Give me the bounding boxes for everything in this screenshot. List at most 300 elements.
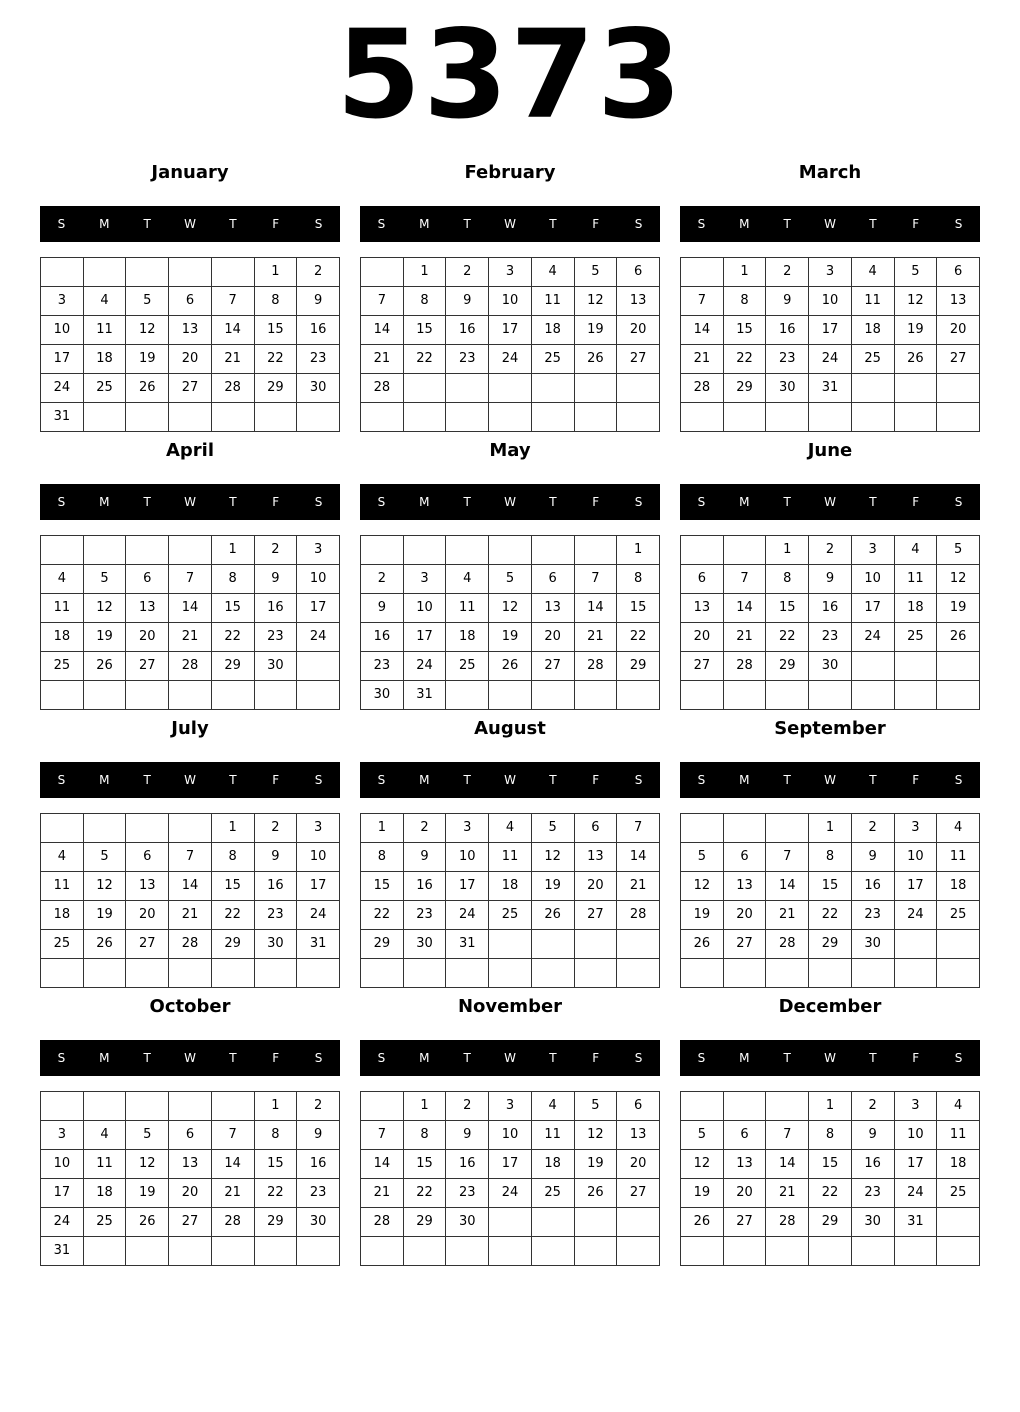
day-cell: 9 (254, 843, 297, 872)
day-cell: 14 (211, 316, 254, 345)
weekday-label: T (549, 217, 557, 231)
day-cell: 1 (211, 536, 254, 565)
weekday-label: W (184, 773, 196, 787)
weekday-label: T (869, 1051, 877, 1065)
day-cell: 1 (254, 258, 297, 287)
weekday-label: W (504, 495, 516, 509)
day-cell: 1 (403, 1092, 446, 1121)
day-grid (40, 1091, 340, 1266)
day-cell: 7 (361, 1121, 404, 1150)
weekday-header (360, 206, 660, 242)
day-cell (169, 959, 212, 988)
day-cell (894, 930, 937, 959)
day-cell: 5 (681, 1121, 724, 1150)
day-cell (723, 814, 766, 843)
day-cell (681, 403, 724, 432)
weekday-label: F (592, 773, 600, 787)
week-row (681, 1179, 980, 1208)
day-cell: 4 (446, 565, 489, 594)
day-cell: 9 (851, 843, 894, 872)
day-cell: 3 (851, 536, 894, 565)
day-cell: 23 (851, 1179, 894, 1208)
week-row (681, 1121, 980, 1150)
week-row (41, 959, 340, 988)
day-cell: 21 (681, 345, 724, 374)
weekday-label: T (463, 773, 471, 787)
day-cell: 11 (937, 1121, 980, 1150)
day-cell: 1 (254, 1092, 297, 1121)
day-cell: 21 (211, 345, 254, 374)
day-cell: 15 (766, 594, 809, 623)
day-cell (83, 403, 126, 432)
day-cell (531, 403, 574, 432)
week-row (361, 345, 660, 374)
weekday-label: S (57, 1051, 66, 1065)
day-cell: 18 (83, 1179, 126, 1208)
day-cell: 16 (254, 872, 297, 901)
day-cell (617, 959, 660, 988)
day-cell: 2 (297, 1092, 340, 1121)
day-cell: 29 (361, 930, 404, 959)
week-row (681, 374, 980, 403)
weekday-label: S (377, 773, 386, 787)
day-cell: 15 (809, 872, 852, 901)
day-cell (254, 681, 297, 710)
day-cell: 28 (617, 901, 660, 930)
day-cell: 4 (894, 536, 937, 565)
month-name: February (464, 162, 556, 183)
month-name: January (151, 162, 229, 183)
week-row (361, 814, 660, 843)
week-row (361, 1092, 660, 1121)
day-cell: 2 (254, 536, 297, 565)
day-cell: 12 (489, 594, 532, 623)
week-row (41, 403, 340, 432)
day-cell (894, 652, 937, 681)
day-cell: 24 (446, 901, 489, 930)
day-cell (126, 258, 169, 287)
day-cell: 29 (254, 1208, 297, 1237)
day-cell: 5 (126, 287, 169, 316)
week-row (361, 959, 660, 988)
day-cell: 10 (489, 287, 532, 316)
day-cell: 11 (41, 594, 84, 623)
day-cell: 14 (681, 316, 724, 345)
day-cell: 26 (681, 930, 724, 959)
day-cell (169, 1237, 212, 1266)
day-cell: 18 (83, 345, 126, 374)
day-cell: 2 (297, 258, 340, 287)
week-row (681, 594, 980, 623)
week-row (41, 316, 340, 345)
day-cell: 15 (809, 1150, 852, 1179)
day-cell: 7 (169, 565, 212, 594)
day-cell (681, 1092, 724, 1121)
day-cell: 26 (83, 930, 126, 959)
day-cell (531, 1237, 574, 1266)
week-row (361, 258, 660, 287)
day-cell: 31 (41, 403, 84, 432)
day-cell: 25 (489, 901, 532, 930)
day-cell: 29 (766, 652, 809, 681)
week-row (41, 814, 340, 843)
day-cell (681, 536, 724, 565)
day-cell: 31 (894, 1208, 937, 1237)
weekday-header (40, 206, 340, 242)
day-cell (723, 681, 766, 710)
day-cell (723, 403, 766, 432)
day-cell (681, 1237, 724, 1266)
day-cell: 30 (361, 681, 404, 710)
weekday-header (40, 1040, 340, 1076)
weekday-label: F (912, 773, 920, 787)
day-cell: 4 (83, 1121, 126, 1150)
day-cell: 16 (361, 623, 404, 652)
day-cell (361, 536, 404, 565)
weekday-label: M (739, 1051, 750, 1065)
day-cell (766, 681, 809, 710)
weekday-header (40, 762, 340, 798)
day-cell (169, 536, 212, 565)
day-cell: 21 (766, 901, 809, 930)
day-cell (574, 536, 617, 565)
day-cell: 14 (766, 872, 809, 901)
weekday-label: T (783, 495, 791, 509)
day-cell: 8 (766, 565, 809, 594)
day-cell: 24 (809, 345, 852, 374)
day-cell: 17 (489, 316, 532, 345)
day-cell: 8 (809, 843, 852, 872)
day-cell: 8 (211, 843, 254, 872)
day-cell: 23 (446, 345, 489, 374)
day-cell: 27 (531, 652, 574, 681)
day-cell: 16 (446, 316, 489, 345)
day-cell: 28 (766, 930, 809, 959)
day-cell: 11 (489, 843, 532, 872)
week-row (361, 1179, 660, 1208)
week-row (41, 652, 340, 681)
day-cell: 21 (574, 623, 617, 652)
day-grid (360, 535, 660, 710)
day-cell (126, 681, 169, 710)
day-cell (937, 374, 980, 403)
day-cell: 5 (574, 258, 617, 287)
day-cell: 12 (574, 1121, 617, 1150)
weekday-label: W (504, 773, 516, 787)
day-cell: 4 (83, 287, 126, 316)
week-row (41, 623, 340, 652)
day-cell: 5 (574, 1092, 617, 1121)
day-cell: 7 (169, 843, 212, 872)
day-cell: 17 (851, 594, 894, 623)
day-cell: 17 (297, 872, 340, 901)
day-cell: 24 (894, 901, 937, 930)
weekday-header (360, 762, 660, 798)
weekday-label: T (549, 495, 557, 509)
week-row (361, 681, 660, 710)
day-cell (574, 403, 617, 432)
day-cell: 27 (937, 345, 980, 374)
day-cell (297, 403, 340, 432)
day-cell: 30 (766, 374, 809, 403)
day-cell: 25 (83, 374, 126, 403)
day-cell (766, 814, 809, 843)
day-cell: 1 (211, 814, 254, 843)
week-row (361, 287, 660, 316)
day-cell: 26 (574, 1179, 617, 1208)
weekday-label: T (549, 1051, 557, 1065)
day-cell: 17 (894, 1150, 937, 1179)
week-row (681, 843, 980, 872)
day-cell: 3 (489, 1092, 532, 1121)
day-cell: 16 (851, 1150, 894, 1179)
day-cell: 19 (531, 872, 574, 901)
week-row (361, 1121, 660, 1150)
day-cell (169, 258, 212, 287)
day-cell (126, 1237, 169, 1266)
day-cell: 6 (574, 814, 617, 843)
day-cell: 20 (126, 901, 169, 930)
day-cell (851, 1237, 894, 1266)
day-cell: 20 (169, 1179, 212, 1208)
day-cell: 12 (681, 872, 724, 901)
day-cell: 27 (723, 930, 766, 959)
weekday-label: S (634, 773, 643, 787)
day-cell (937, 403, 980, 432)
day-cell: 13 (723, 1150, 766, 1179)
weekday-label: M (99, 217, 110, 231)
day-cell (894, 681, 937, 710)
week-row (361, 594, 660, 623)
day-cell: 14 (574, 594, 617, 623)
day-cell: 24 (489, 1179, 532, 1208)
day-cell: 20 (126, 623, 169, 652)
day-cell: 9 (361, 594, 404, 623)
weekday-label: W (824, 495, 836, 509)
day-cell (851, 403, 894, 432)
month-name: November (457, 996, 563, 1017)
day-cell: 4 (41, 565, 84, 594)
year-title: 5373 (336, 4, 684, 146)
week-row (41, 1208, 340, 1237)
day-grid (40, 813, 340, 988)
week-row (361, 1208, 660, 1237)
day-cell: 11 (83, 1150, 126, 1179)
day-cell (531, 374, 574, 403)
weekday-header (680, 1040, 980, 1076)
day-cell: 20 (169, 345, 212, 374)
week-row (41, 565, 340, 594)
week-row (41, 930, 340, 959)
day-cell (403, 374, 446, 403)
day-cell: 9 (446, 287, 489, 316)
day-cell: 24 (297, 623, 340, 652)
day-cell (937, 681, 980, 710)
day-cell: 8 (809, 1121, 852, 1150)
day-cell: 19 (574, 316, 617, 345)
day-cell: 2 (361, 565, 404, 594)
weekday-label: M (419, 1051, 430, 1065)
day-cell: 15 (403, 1150, 446, 1179)
weekday-label: T (143, 773, 151, 787)
day-cell (489, 1208, 532, 1237)
day-cell: 8 (254, 287, 297, 316)
day-cell (83, 814, 126, 843)
day-cell: 12 (126, 1150, 169, 1179)
day-cell: 28 (211, 374, 254, 403)
weekday-label: S (314, 217, 323, 231)
day-cell: 13 (681, 594, 724, 623)
day-cell: 21 (766, 1179, 809, 1208)
weekday-label: T (229, 1051, 237, 1065)
day-cell (169, 1092, 212, 1121)
day-cell: 30 (851, 930, 894, 959)
day-cell: 4 (489, 814, 532, 843)
day-cell (617, 374, 660, 403)
day-cell: 29 (403, 1208, 446, 1237)
day-cell (361, 1237, 404, 1266)
day-cell (851, 652, 894, 681)
day-cell (894, 959, 937, 988)
day-cell: 4 (531, 258, 574, 287)
day-cell: 16 (297, 1150, 340, 1179)
week-row (41, 258, 340, 287)
day-cell (297, 681, 340, 710)
weekday-label: W (504, 1051, 516, 1065)
day-cell: 13 (617, 1121, 660, 1150)
day-cell: 29 (809, 1208, 852, 1237)
day-cell: 13 (937, 287, 980, 316)
weekday-label: S (634, 217, 643, 231)
day-cell: 14 (169, 594, 212, 623)
week-row (681, 403, 980, 432)
day-cell (723, 959, 766, 988)
day-cell: 8 (361, 843, 404, 872)
weekday-header (680, 206, 980, 242)
day-cell: 5 (489, 565, 532, 594)
day-cell: 6 (531, 565, 574, 594)
weekday-label: S (377, 495, 386, 509)
week-row (361, 316, 660, 345)
day-cell: 8 (254, 1121, 297, 1150)
day-cell: 26 (126, 1208, 169, 1237)
day-cell: 24 (403, 652, 446, 681)
weekday-header (680, 762, 980, 798)
day-cell: 11 (41, 872, 84, 901)
day-cell: 14 (723, 594, 766, 623)
day-cell (83, 681, 126, 710)
month-name: August (474, 718, 546, 739)
weekday-label: S (377, 217, 386, 231)
day-cell: 28 (681, 374, 724, 403)
month-name: September (774, 718, 886, 739)
day-cell (574, 1237, 617, 1266)
day-cell: 31 (297, 930, 340, 959)
week-row (361, 872, 660, 901)
day-cell: 21 (617, 872, 660, 901)
day-cell (83, 258, 126, 287)
weekday-label: T (463, 1051, 471, 1065)
day-cell: 25 (41, 930, 84, 959)
weekday-header (40, 484, 340, 520)
day-cell: 7 (766, 1121, 809, 1150)
week-row (41, 1150, 340, 1179)
day-cell: 2 (766, 258, 809, 287)
weekday-label: T (549, 773, 557, 787)
day-cell: 30 (403, 930, 446, 959)
day-cell: 3 (297, 536, 340, 565)
day-cell: 29 (723, 374, 766, 403)
weekday-label: F (272, 217, 280, 231)
weekday-label: W (184, 495, 196, 509)
day-cell (446, 959, 489, 988)
weekday-label: T (783, 773, 791, 787)
day-cell (574, 959, 617, 988)
week-row (681, 959, 980, 988)
day-cell: 19 (126, 345, 169, 374)
day-cell: 25 (83, 1208, 126, 1237)
day-cell (254, 959, 297, 988)
day-cell: 26 (894, 345, 937, 374)
day-cell: 28 (169, 652, 212, 681)
day-cell: 17 (894, 872, 937, 901)
day-cell (681, 814, 724, 843)
day-cell: 13 (531, 594, 574, 623)
day-cell: 29 (809, 930, 852, 959)
day-cell: 5 (126, 1121, 169, 1150)
day-cell (937, 930, 980, 959)
weekday-label: W (184, 1051, 196, 1065)
day-cell: 5 (681, 843, 724, 872)
weekday-label: W (824, 1051, 836, 1065)
day-cell: 10 (446, 843, 489, 872)
day-cell: 8 (617, 565, 660, 594)
day-cell: 16 (254, 594, 297, 623)
weekday-label: F (592, 495, 600, 509)
day-cell: 6 (126, 565, 169, 594)
day-cell: 1 (809, 1092, 852, 1121)
day-cell: 27 (126, 652, 169, 681)
day-grid (680, 1091, 980, 1266)
day-cell: 28 (169, 930, 212, 959)
day-cell: 20 (574, 872, 617, 901)
weekday-label: S (314, 495, 323, 509)
day-cell: 17 (41, 345, 84, 374)
day-cell: 30 (254, 652, 297, 681)
day-cell: 1 (617, 536, 660, 565)
day-cell: 7 (211, 1121, 254, 1150)
weekday-label: M (99, 773, 110, 787)
weekday-label: F (592, 1051, 600, 1065)
weekday-label: S (634, 1051, 643, 1065)
day-cell (851, 959, 894, 988)
week-row (361, 403, 660, 432)
day-cell: 23 (766, 345, 809, 374)
day-cell: 23 (851, 901, 894, 930)
day-cell: 26 (574, 345, 617, 374)
day-cell: 14 (361, 316, 404, 345)
day-cell: 7 (723, 565, 766, 594)
day-cell (937, 1208, 980, 1237)
day-cell: 14 (361, 1150, 404, 1179)
day-cell: 10 (403, 594, 446, 623)
day-cell: 18 (41, 901, 84, 930)
day-cell: 3 (809, 258, 852, 287)
day-cell: 2 (851, 814, 894, 843)
day-cell: 21 (723, 623, 766, 652)
day-cell (361, 403, 404, 432)
day-cell (403, 1237, 446, 1266)
